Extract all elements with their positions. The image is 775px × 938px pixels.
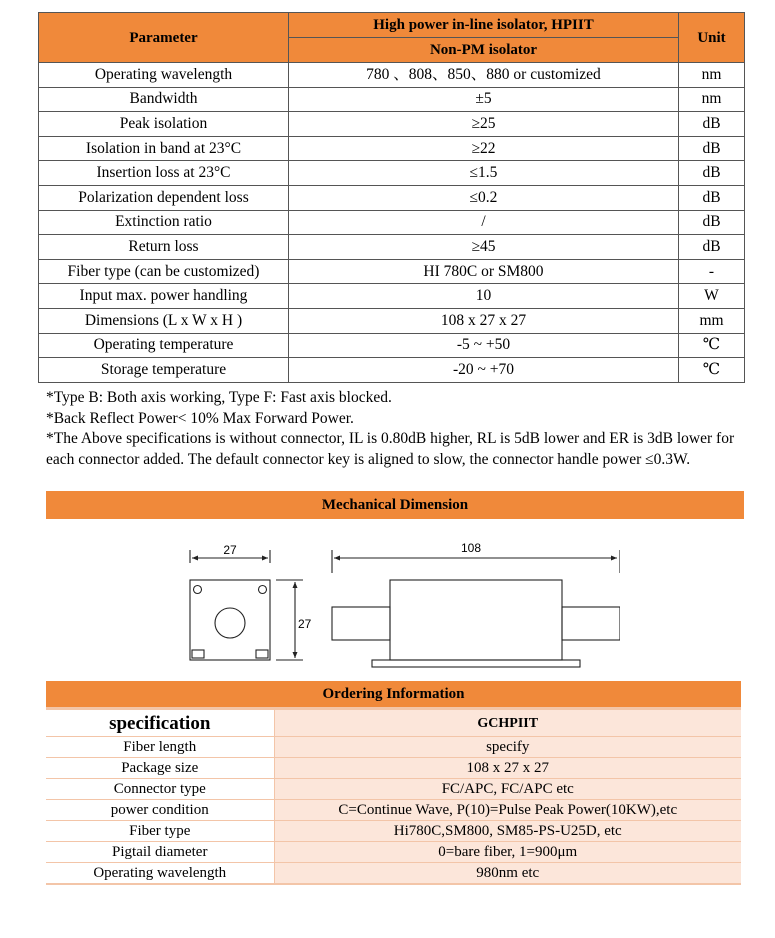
spec-value: 10 [289, 284, 679, 309]
spec-value: HI 780C or SM800 [289, 259, 679, 284]
ordering-row [46, 779, 741, 800]
spec-unit: - [679, 259, 745, 284]
note-connector: *The Above specifications is without connector, IL is 0.80dB higher, RL is 5dB lower and ER is 3dB lower for each connector added. The default connector key is aligned to slow, the connector handle power ≤0.3W. [46, 430, 735, 468]
spec-row [39, 358, 745, 383]
ordering-label: Fiber type [46, 821, 274, 842]
spec-row [39, 185, 745, 210]
notes [46, 388, 736, 470]
ordering-value: Hi780C,SM800, SM85-PS-U25D, etc [274, 821, 741, 842]
spec-unit: dB [679, 235, 745, 260]
ordering-value: C=Continue Wave, P(10)=Pulse Peak Power(10KW),etc [274, 800, 741, 821]
spec-unit: nm [679, 63, 745, 88]
ordering-header-row [46, 709, 741, 737]
spec-value: -20 ~ +70 [289, 358, 679, 383]
spec-unit: dB [679, 185, 745, 210]
spec-row [39, 87, 745, 112]
spec-value: 780 、808、850、880 or customized [289, 63, 679, 88]
spec-value: ≥45 [289, 235, 679, 260]
ordering-label: power condition [46, 800, 274, 821]
dim-width-label: 27 [223, 543, 237, 557]
ordering-label: Fiber length [46, 737, 274, 758]
spec-value: 108 x 27 x 27 [289, 308, 679, 333]
ordering-header-value: GCHPIIT [274, 709, 741, 737]
spec-unit: ℃ [679, 358, 745, 383]
ordering-table [46, 707, 741, 885]
ordering-label: Operating wavelength [46, 863, 274, 885]
spec-param: Polarization dependent loss [39, 185, 289, 210]
note-type: *Type B: Both axis working, Type F: Fast axis blocked. [46, 389, 392, 406]
side-view-right-tube [562, 607, 620, 640]
ordering-value: 108 x 27 x 27 [274, 758, 741, 779]
ordering-label: Connector type [46, 779, 274, 800]
ordering-information-title: Ordering Information [46, 681, 741, 707]
spec-unit: W [679, 284, 745, 309]
dim-height-label: 27 [298, 617, 312, 631]
spec-param: Dimensions (L x W x H ) [39, 308, 289, 333]
spec-param: Peak isolation [39, 112, 289, 137]
header-parameter: Parameter [39, 13, 289, 63]
spec-value: ≤0.2 [289, 185, 679, 210]
ordering-row [46, 758, 741, 779]
spec-row [39, 63, 745, 88]
spec-unit: dB [679, 112, 745, 137]
spec-row [39, 112, 745, 137]
mechanical-dimension-title: Mechanical Dimension [46, 491, 744, 519]
side-view-base [372, 660, 580, 667]
spec-param: Bandwidth [39, 87, 289, 112]
spec-param: Storage temperature [39, 358, 289, 383]
spec-unit: dB [679, 161, 745, 186]
spec-value: / [289, 210, 679, 235]
ordering-row [46, 737, 741, 758]
spec-row [39, 333, 745, 358]
mechanical-drawing [180, 535, 620, 675]
spec-value: ≥22 [289, 136, 679, 161]
spec-param: Fiber type (can be customized) [39, 259, 289, 284]
ordering-row [46, 863, 741, 885]
spec-param: Extinction ratio [39, 210, 289, 235]
spec-row [39, 210, 745, 235]
spec-unit: nm [679, 87, 745, 112]
ordering-row [46, 821, 741, 842]
ordering-row [46, 800, 741, 821]
spec-value: ±5 [289, 87, 679, 112]
header-unit: Unit [679, 13, 745, 63]
ordering-label: Package size [46, 758, 274, 779]
side-view-body [390, 580, 562, 660]
ordering-value: specify [274, 737, 741, 758]
spec-row [39, 161, 745, 186]
spec-param: Insertion loss at 23°C [39, 161, 289, 186]
header-product: High power in-line isolator, HPIIT [289, 13, 679, 38]
spec-param: Operating wavelength [39, 63, 289, 88]
spec-table [38, 12, 745, 383]
spec-row [39, 308, 745, 333]
ordering-header-label: specification [46, 709, 274, 737]
spec-row [39, 259, 745, 284]
header-subtype: Non-PM isolator [289, 38, 679, 63]
ordering-label: Pigtail diameter [46, 842, 274, 863]
ordering-row [46, 842, 741, 863]
spec-param: Isolation in band at 23°C [39, 136, 289, 161]
spec-value: -5 ~ +50 [289, 333, 679, 358]
spec-unit: ℃ [679, 333, 745, 358]
spec-unit: mm [679, 308, 745, 333]
spec-unit: dB [679, 136, 745, 161]
dim-length-label: 108 [460, 541, 482, 555]
spec-row [39, 136, 745, 161]
spec-param: Operating temperature [39, 333, 289, 358]
ordering-value: 0=bare fiber, 1=900μm [274, 842, 741, 863]
note-back-reflect: *Back Reflect Power< 10% Max Forward Power. [46, 409, 354, 427]
spec-unit: dB [679, 210, 745, 235]
spec-param: Input max. power handling [39, 284, 289, 309]
spec-value: ≤1.5 [289, 161, 679, 186]
ordering-value: FC/APC, FC/APC etc [274, 779, 741, 800]
ordering-value: 980nm etc [274, 863, 741, 885]
spec-row [39, 284, 745, 309]
spec-value: ≥25 [289, 112, 679, 137]
front-view-body [190, 580, 270, 660]
spec-row [39, 235, 745, 260]
spec-param: Return loss [39, 235, 289, 260]
front-view-bore [215, 608, 245, 638]
side-view-left-tube [332, 607, 390, 640]
